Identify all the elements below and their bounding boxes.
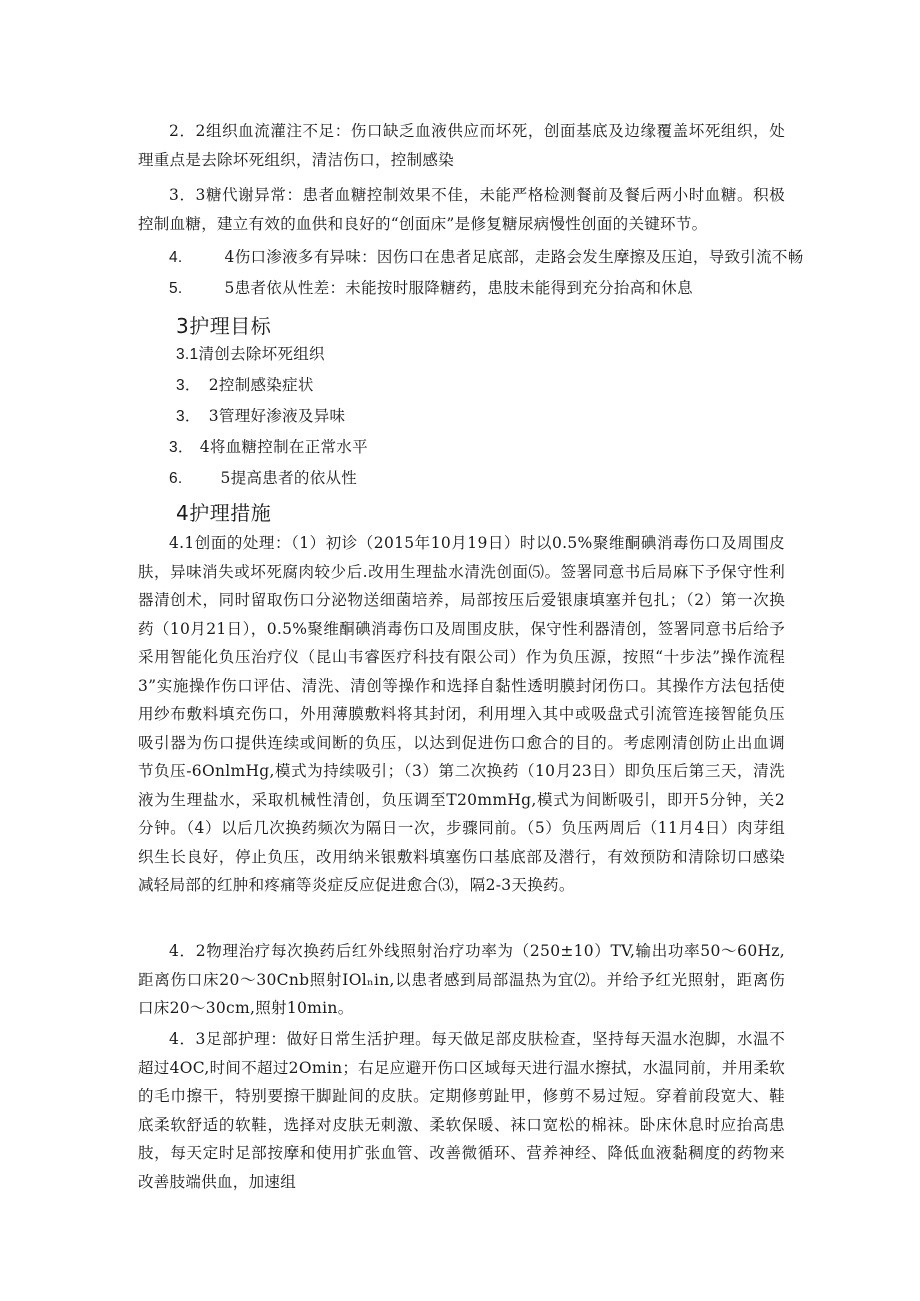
goal-text: 清创去除坏死组织 <box>198 345 325 363</box>
paragraph-5-5 <box>169 276 693 298</box>
list-text: 4伤口渗液多有异味：因伤口在患者足底部，走路会发生摩擦及压迫，导致引流不畅 <box>224 248 804 266</box>
goal-text: 5提高患者的依从性 <box>220 469 358 487</box>
goal-text: 4将血糖控制在正常水平 <box>199 438 368 456</box>
paragraph-4-3: 4．3足部护理：做好日常生活护理。每天做足部皮肤检查，坚持每天温水泡脚，水温不超过4OC,时间不超过2Omin；右足应避开伤口区域每天进行温水擦拭，水温同前，并用柔软的毛巾擦干，特别要擦干脚趾间的皮肤。定期修剪趾甲，修剪不易过短。穿着前段宽大、鞋底柔软舒适的软鞋，选择对皮肤无刺激、柔软保暖、袜口宽松的棉袜。卧床休息时应抬高患肢，每天定时足部按摩和使用扩张血管、改善微循环、营养神经、降低血液黏稠度的药物来改善肢端供血，加速组 <box>138 1030 785 1191</box>
list-number: 4. <box>169 249 183 266</box>
list-number: 5. <box>169 280 183 297</box>
goal-number: 3． <box>176 408 201 425</box>
goal-number: 6. <box>169 470 183 487</box>
goal-item <box>176 404 345 426</box>
goal-text: 2控制感染症状 <box>208 376 314 394</box>
list-text: 5患者依从性差：未能按时服降糖药，患肢未能得到充分抬高和休息 <box>224 279 693 297</box>
goal-number: 3． <box>176 377 201 394</box>
goal-number: 3.1 <box>176 346 199 363</box>
goal-text: 3管理好渗液及异味 <box>208 407 346 425</box>
section-heading-measures: 4护理措施 <box>176 501 272 525</box>
goal-item <box>176 373 314 395</box>
section-heading-goals: 3护理目标 <box>176 314 272 338</box>
paragraph-4-4 <box>169 245 804 267</box>
paragraph-3-3: 3．3糖代谢异常：患者血糖控制效果不佳，未能严格检测餐前及餐后两小时血糖。积极控制血糖，建立有效的血供和良好的“创面床”是修复糖尿病慢性创面的关键环节。 <box>138 186 785 233</box>
paragraph-2-2: 2．2组织血流灌注不足：伤口缺乏血液供应而坏死，创面基底及边缘覆盖坏死组织，处理重点是去除坏死组织，清洁伤口，控制感染 <box>138 122 785 169</box>
paragraph-4-2: 4．2物理治疗每次换药后红外线照射治疗功率为（250±10）TV,输出功率50～60Hz,距离伤口床20～30Cnb照射IOlₙin,以患者感到局部温热为宜⑵。并给予红光照射，距离伤口床20～30cm,照射10min。 <box>138 942 785 1017</box>
paragraph-4-1: 4.1创面的处理：（1）初诊（2015年10月19日）时以0.5%聚维酮碘消毒伤口及周围皮肤，异味消失或坏死腐肉较少后.改用生理盐水清洗创面⑸。签署同意书后局麻下予保守性利器清创术，同时留取伤口分泌物送细菌培养，局部按压后爱银康填塞并包扎；（2）第一次换药（10月21日），0.5%聚维酮碘消毒伤口及周围皮肤，保守性利器清创，签署同意书后给予采用智能化负压治疗仪（昆山韦睿医疗科技有限公司）作为负压源，按照“十步法”操作流程3”实施操作伤口评估、清洗、清创等操作和选择自黏性透明膜封闭伤口。其操作方法包括使用纱布敷料填充伤口，外用薄膜敷料将其封闭，利用埋入其中或吸盘式引流管连接智能负压吸引器为伤口提供连续或间断的负压，以达到促进伤口愈合的目的。考虑刚清创防止出血调节负压-6OnlmHg,模式为持续吸引；（3）第二次换药（10月23日）即负压后第三天，清洗液为生理盐水，采取机械性清创，负压调至T20mmHg,模式为间断吸引，即开5分钟，关2分钟。（4）以后几次换药频次为隔日一次，步骤同前。（5）负压两周后（11月4日）肉芽组织生长良好，停止负压，改用纳米银敷料填塞伤口基底部及潜行，有效预防和清除切口感染减轻局部的红肿和疼痛等炎症反应促进愈合⑶，隔2-3天换药。 <box>138 534 785 894</box>
goal-item <box>169 435 368 457</box>
goal-item <box>169 466 357 488</box>
goal-item <box>176 342 325 364</box>
goal-number: 3． <box>169 439 194 456</box>
